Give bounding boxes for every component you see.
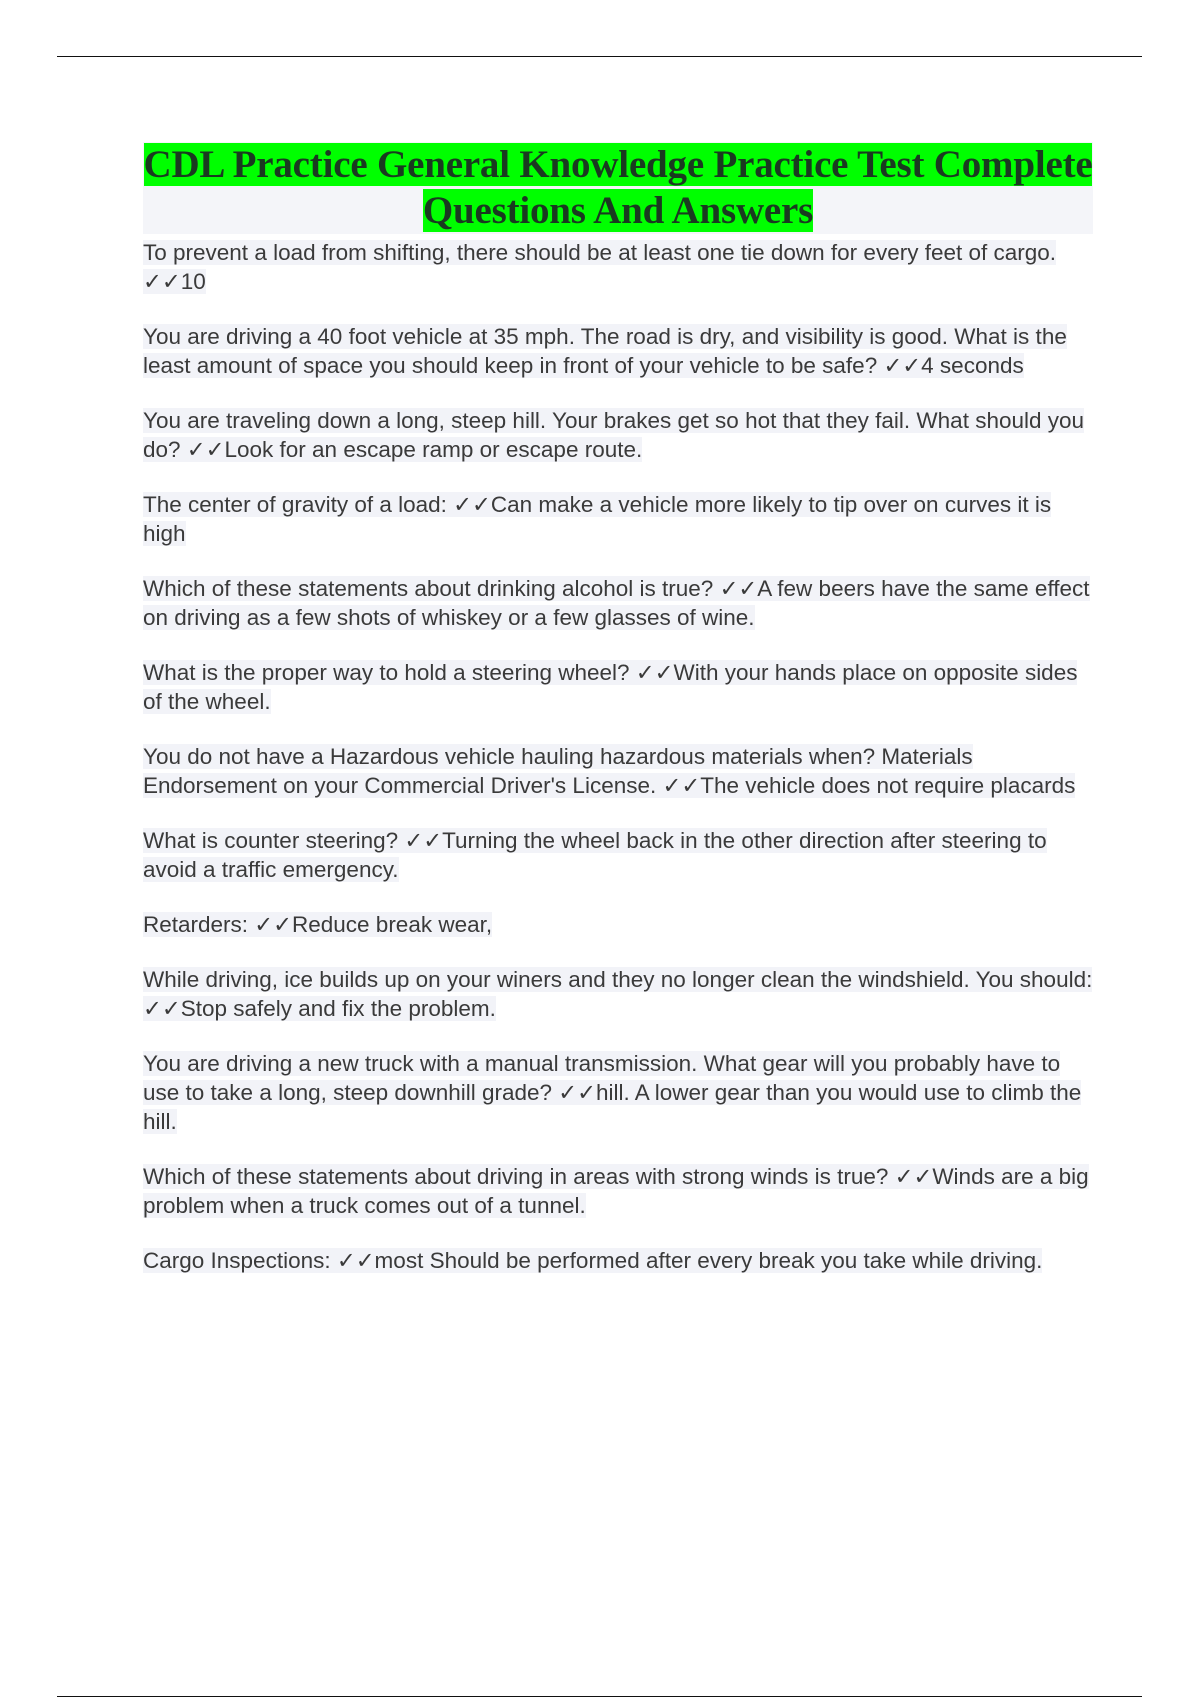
document-title-text: CDL Practice General Knowledge Practice Test Complete Questions And Answers — [143, 143, 1093, 232]
footer-rule — [57, 1696, 1142, 1697]
qa-item: Which of these statements about driving in areas with strong winds is true? ✓✓Winds are a big problem when a truck comes out of a tunnel. — [143, 1164, 1089, 1218]
qa-item: What is the proper way to hold a steering wheel? ✓✓With your hands place on opposite sides of the wheel. — [143, 660, 1078, 714]
qa-item: To prevent a load from shifting, there should be at least one tie down for every feet of cargo. ✓✓10 — [143, 240, 1057, 294]
title-block — [143, 142, 1093, 234]
qa-list — [143, 238, 1093, 1275]
document-body — [143, 142, 1093, 1275]
header-rule — [57, 56, 1142, 57]
qa-item: The center of gravity of a load: ✓✓Can make a vehicle more likely to tip over on curves it is high — [143, 492, 1052, 546]
qa-item: Retarders: ✓✓Reduce break wear, — [143, 912, 493, 937]
document-title — [143, 142, 1093, 234]
qa-item: You are traveling down a long, steep hill. Your brakes get so hot that they fail. What should you do? ✓✓Look for an escape ramp or escape route. — [143, 408, 1085, 462]
qa-item: Cargo Inspections: ✓✓most Should be performed after every break you take while driving. — [143, 1248, 1043, 1273]
qa-item: You are driving a 40 foot vehicle at 35 mph. The road is dry, and visibility is good. What is the least amount of space you should keep in front of your vehicle to be safe? ✓✓4 seconds — [143, 324, 1067, 378]
qa-item: While driving, ice builds up on your winers and they no longer clean the windshield. You should: ✓✓Stop safely and fix the problem. — [143, 967, 1093, 1021]
qa-item: What is counter steering? ✓✓Turning the wheel back in the other direction after steering to avoid a traffic emergency. — [143, 828, 1047, 882]
qa-item: You are driving a new truck with a manual transmission. What gear will you probably have to use to take a long, steep downhill grade? ✓✓hill. A lower gear than you would use to climb the hill. — [143, 1051, 1082, 1134]
qa-item: You do not have a Hazardous vehicle hauling hazardous materials when? Materials Endorsement on your Commercial Driver's License. ✓✓The vehicle does not require placards — [143, 744, 1076, 798]
qa-item: Which of these statements about drinking alcohol is true? ✓✓A few beers have the same effect on driving as a few shots of whiskey or a few glasses of wine. — [143, 576, 1090, 630]
